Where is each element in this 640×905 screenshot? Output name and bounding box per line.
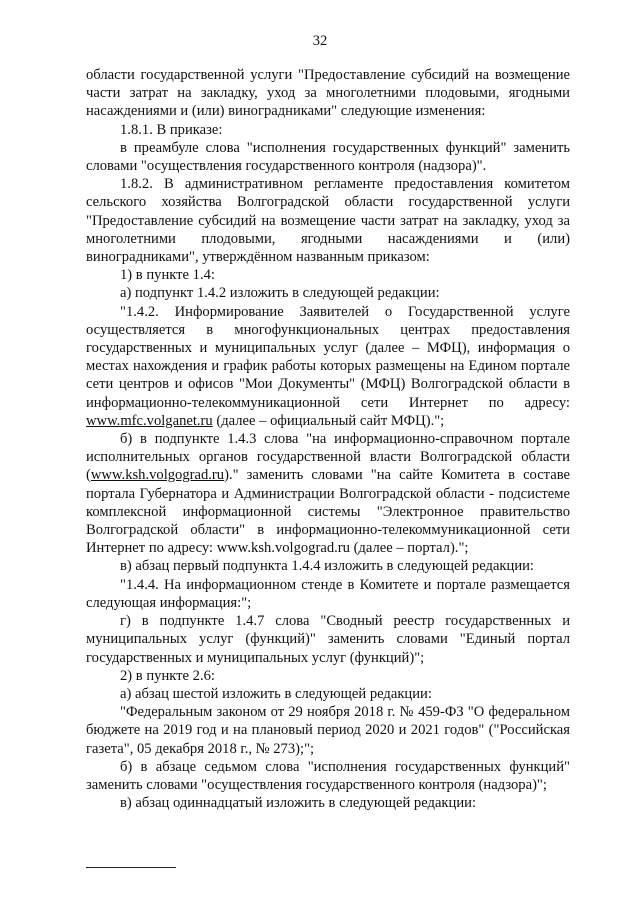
paragraph-item-1a: а) подпункт 1.4.2 изложить в следующей редакции: xyxy=(120,285,440,302)
paragraph-item-1g: г) в подпункте 1.4.7 слова "Сводный реестр государственных и муниципальных услуг (функций)" заменить словами "Единый портал государственных и муниципальных услуг (функций)"; xyxy=(86,613,570,666)
mfc-url-link[interactable]: www.mfc.volganet.ru xyxy=(86,412,213,429)
page-number: 32 xyxy=(312,33,328,49)
paragraph-federal-law: "Федеральным законом от 29 ноября 2018 г. № 459-ФЗ "О федеральном бюджете на 2019 год и на плановый период 2020 и 2021 годов" ("Российская газета", 05 декабря 2018 г., № 273);"; xyxy=(86,704,570,757)
text-segment: (далее – официальный сайт МФЦ)."; xyxy=(212,412,445,429)
document-body xyxy=(86,66,570,812)
text-segment: "1.4.2. Информирование Заявителей о Государственной услуге осуществляется в многофункциональных центрах предоставления государственных и муниципальных услуг (далее – МФЦ), информация о местах нахождения и график работы которых размещены на Едином портале сети центров и офисов "Мои Документы" (МФЦ) Волгоградской области в информационно-телекоммуникационной сети Интернет по адресу: xyxy=(86,303,570,411)
text-segment: б) в подпункте 1.4.3 слова "на информационно-справочном портале исполнительных органов государственной власти Волгоградской области ( xyxy=(86,431,570,484)
paragraph-item-2v: в) абзац одиннадцатый изложить в следующей редакции: xyxy=(120,795,476,812)
paragraph-item-1b xyxy=(86,430,570,557)
paragraph-preamble-change: в преамбуле слова "исполнения государственных функций" заменить словами "осуществления государственного контроля (надзора)". xyxy=(86,139,570,175)
paragraph-item-1: 1) в пункте 1.4: xyxy=(120,267,215,284)
paragraph-continuation: области государственной услуги "Предоставление субсидий на возмещение части затрат на закладку, уход за многолетними плодовыми, ягодными насаждениями и (или) виноградниками" следующие изменения: xyxy=(86,67,570,120)
paragraph-item-1v: в) абзац первый подпункта 1.4.4 изложить в следующей редакции: xyxy=(120,558,534,575)
ksh-url-link[interactable]: www.ksh.volgograd.ru xyxy=(90,467,225,484)
paragraph-item-2a: а) абзац шестой изложить в следующей редакции: xyxy=(120,685,432,702)
paragraph-1-4-4: "1.4.4. На информационном стенде в Комитете и портале размещается следующая информация:"; xyxy=(86,576,570,611)
text-segment: )." заменить словами "на сайте Комитета в составе портала Губернатора и Администрации Волгоградской области - подсистеме комплексной информационной системы "Электронное правительство Волгоградской области" в информационно-телекоммуникационной сети Интернет по адресу: www.ksh.volgograd.ru (далее – портал)."; xyxy=(86,467,570,557)
footer-divider xyxy=(86,867,176,868)
paragraph-1-8-1: 1.8.1. В приказе: xyxy=(120,121,223,138)
paragraph-item-2b: б) в абзаце седьмом слова "исполнения государственных функций" заменить словами "осуществления государственного контроля (надзора)"; xyxy=(86,758,570,793)
paragraph-1-4-2 xyxy=(86,303,570,430)
paragraph-1-8-2: 1.8.2. В административном регламенте предоставления комитетом сельского хозяйства Волгоградской области государственной услуги "Предоставление субсидий на возмещение части затрат на закладку, уход за многолетними плодовыми, ягодными насаждениями и (или) виноградниками", утверждённом названным приказом: xyxy=(86,176,570,266)
paragraph-item-2: 2) в пункте 2.6: xyxy=(120,667,215,684)
